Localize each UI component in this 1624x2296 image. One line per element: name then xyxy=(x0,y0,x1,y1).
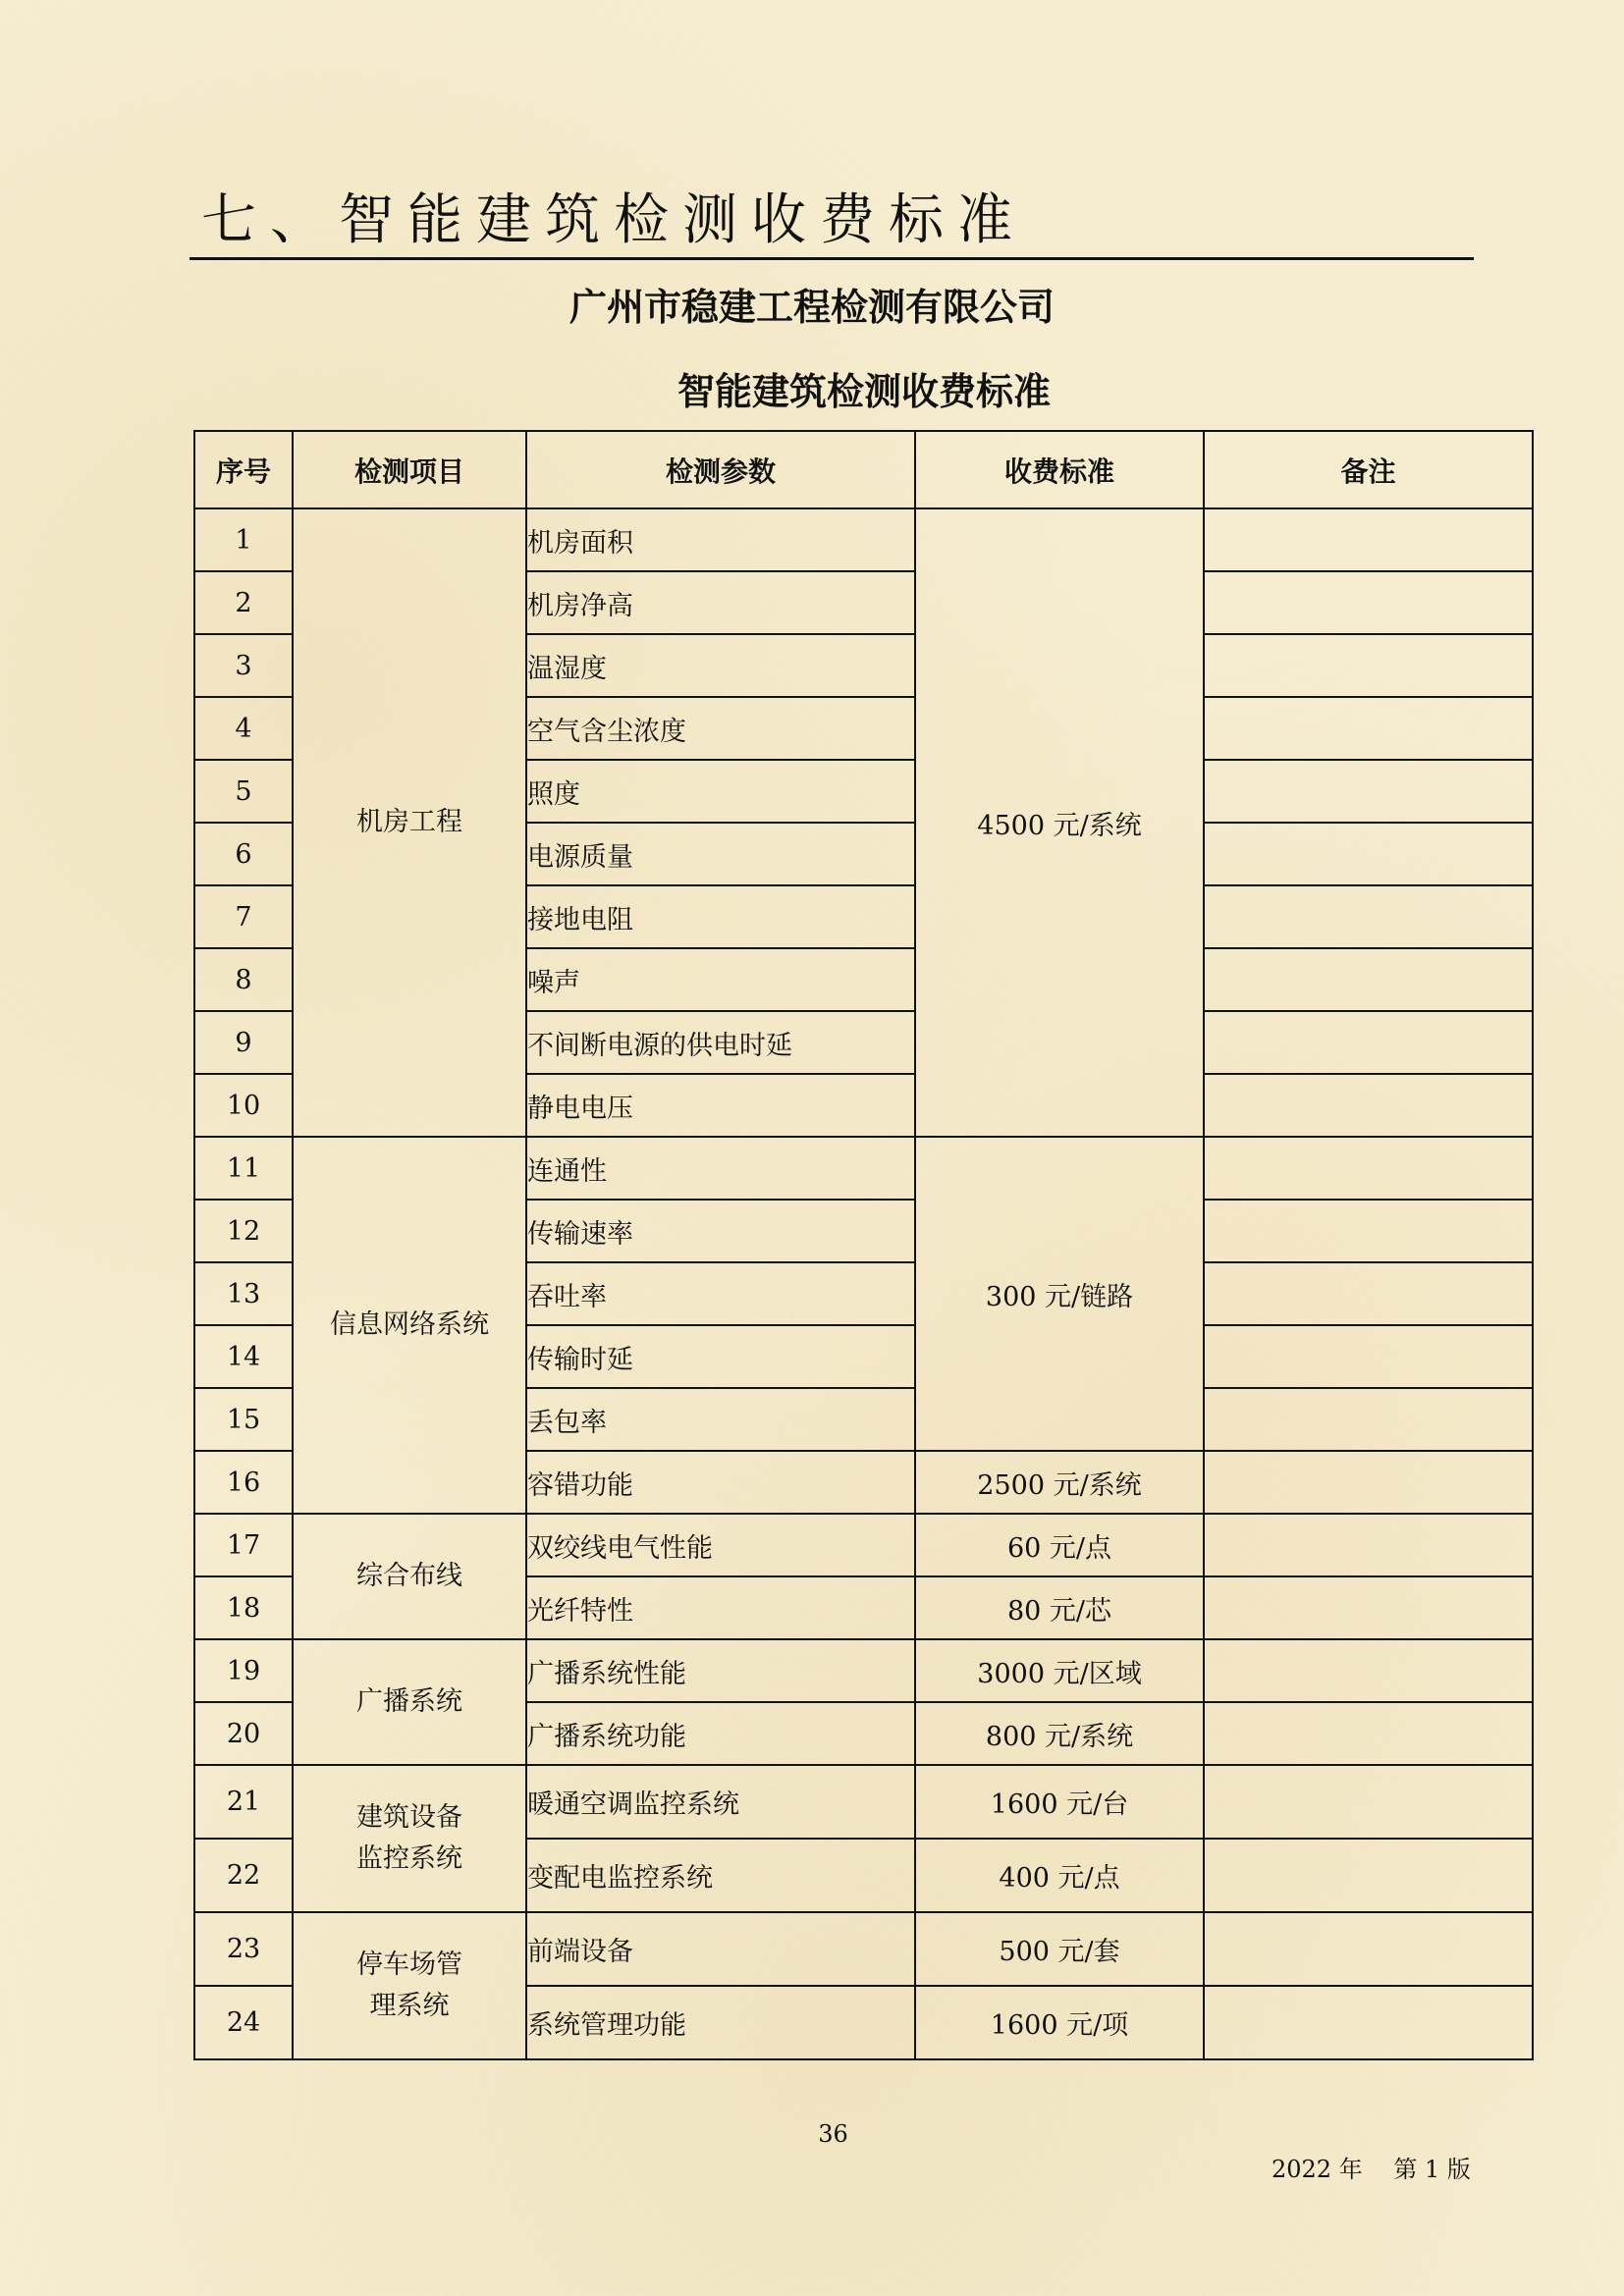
item-label: 机房工程 xyxy=(356,807,462,837)
seq-cell: 21 xyxy=(194,1765,293,1839)
seq-cell: 8 xyxy=(194,948,293,1011)
param-cell: 系统管理功能 xyxy=(526,1986,915,2059)
seq-cell: 22 xyxy=(194,1839,293,1912)
seq-cell: 14 xyxy=(194,1325,293,1388)
item-cell xyxy=(293,1912,526,2059)
fee-cell: 3000 元/区域 xyxy=(915,1639,1204,1702)
seq-cell: 4 xyxy=(194,697,293,760)
seq-cell: 23 xyxy=(194,1912,293,1986)
fee-table xyxy=(193,430,1534,2060)
remark-cell xyxy=(1204,1200,1533,1262)
remark-cell xyxy=(1204,948,1533,1011)
remark-cell xyxy=(1204,1451,1533,1514)
remark-cell xyxy=(1204,885,1533,948)
remark-cell xyxy=(1204,1137,1533,1200)
param-cell: 广播系统功能 xyxy=(526,1702,915,1765)
remark-cell xyxy=(1204,1514,1533,1576)
fee-cell: 500 元/套 xyxy=(915,1912,1204,1986)
remark-cell xyxy=(1204,1074,1533,1137)
fee-cell: 1600 元/项 xyxy=(915,1986,1204,2059)
header-param: 检测参数 xyxy=(526,431,915,508)
fee-cell: 2500 元/系统 xyxy=(915,1451,1204,1514)
seq-cell: 10 xyxy=(194,1074,293,1137)
fee-cell: 1600 元/台 xyxy=(915,1765,1204,1839)
seq-cell: 13 xyxy=(194,1262,293,1325)
header-seq: 序号 xyxy=(194,431,293,508)
fee-cell: 80 元/芯 xyxy=(915,1576,1204,1639)
item-label: 综合布线 xyxy=(356,1561,462,1591)
item-cell xyxy=(293,1137,526,1514)
item-label: 建筑设备 xyxy=(356,1802,462,1833)
seq-cell: 7 xyxy=(194,885,293,948)
table-row xyxy=(194,1137,1533,1200)
param-cell: 照度 xyxy=(526,760,915,823)
param-cell: 连通性 xyxy=(526,1137,915,1200)
remark-cell xyxy=(1204,1912,1533,1986)
table-row xyxy=(194,1514,1533,1576)
param-cell: 空气含尘浓度 xyxy=(526,697,915,760)
table-row xyxy=(194,1765,1533,1839)
seq-cell: 17 xyxy=(194,1514,293,1576)
seq-cell: 1 xyxy=(194,508,293,571)
param-cell: 不间断电源的供电时延 xyxy=(526,1011,915,1074)
remark-cell xyxy=(1204,1765,1533,1839)
param-cell: 广播系统性能 xyxy=(526,1639,915,1702)
item-cell xyxy=(293,1765,526,1912)
param-cell: 暖通空调监控系统 xyxy=(526,1765,915,1839)
fee-cell: 60 元/点 xyxy=(915,1514,1204,1576)
header-remark: 备注 xyxy=(1204,431,1533,508)
remark-cell xyxy=(1204,1325,1533,1388)
remark-cell xyxy=(1204,1262,1533,1325)
table-body xyxy=(194,508,1533,2059)
remark-cell xyxy=(1204,571,1533,634)
seq-cell: 3 xyxy=(194,634,293,697)
param-cell: 机房净高 xyxy=(526,571,915,634)
remark-cell xyxy=(1204,1639,1533,1702)
table-row xyxy=(194,1912,1533,1986)
item-label: 停车场管 xyxy=(356,1949,462,1980)
param-cell: 噪声 xyxy=(526,948,915,1011)
seq-cell: 12 xyxy=(194,1200,293,1262)
table-row xyxy=(194,508,1533,571)
item-label: 信息网络系统 xyxy=(330,1309,489,1340)
item-cell xyxy=(293,1639,526,1765)
seq-cell: 11 xyxy=(194,1137,293,1200)
page-number: 36 xyxy=(818,2120,848,2148)
header-item: 检测项目 xyxy=(293,431,526,508)
param-cell: 双绞线电气性能 xyxy=(526,1514,915,1576)
seq-cell: 15 xyxy=(194,1388,293,1451)
remark-cell xyxy=(1204,760,1533,823)
param-cell: 变配电监控系统 xyxy=(526,1839,915,1912)
seq-cell: 6 xyxy=(194,823,293,885)
remark-cell xyxy=(1204,1576,1533,1639)
seq-cell: 9 xyxy=(194,1011,293,1074)
param-cell: 传输速率 xyxy=(526,1200,915,1262)
param-cell: 传输时延 xyxy=(526,1325,915,1388)
seq-cell: 18 xyxy=(194,1576,293,1639)
section-title: 七、智能建筑检测收费标准 xyxy=(201,188,1026,252)
table-header-row xyxy=(194,431,1533,508)
param-cell: 电源质量 xyxy=(526,823,915,885)
remark-cell xyxy=(1204,697,1533,760)
header-fee: 收费标准 xyxy=(915,431,1204,508)
item-label: 理系统 xyxy=(369,1991,450,2021)
param-cell: 前端设备 xyxy=(526,1912,915,1986)
document-title: 智能建筑检测收费标准 xyxy=(677,370,1051,413)
param-cell: 吞吐率 xyxy=(526,1262,915,1325)
remark-cell xyxy=(1204,823,1533,885)
seq-cell: 20 xyxy=(194,1702,293,1765)
remark-cell xyxy=(1204,508,1533,571)
remark-cell xyxy=(1204,1839,1533,1912)
remark-cell xyxy=(1204,1388,1533,1451)
item-label: 监控系统 xyxy=(356,1843,462,1874)
seq-cell: 19 xyxy=(194,1639,293,1702)
fee-cell: 4500 元/系统 xyxy=(915,508,1204,1137)
param-cell: 丢包率 xyxy=(526,1388,915,1451)
remark-cell xyxy=(1204,1986,1533,2059)
param-cell: 温湿度 xyxy=(526,634,915,697)
remark-cell xyxy=(1204,634,1533,697)
item-cell xyxy=(293,1514,526,1639)
seq-cell: 5 xyxy=(194,760,293,823)
param-cell: 机房面积 xyxy=(526,508,915,571)
seq-cell: 2 xyxy=(194,571,293,634)
fee-cell: 400 元/点 xyxy=(915,1839,1204,1912)
remark-cell xyxy=(1204,1702,1533,1765)
edition-label: 2022 年 第 1 版 xyxy=(1272,2156,1471,2183)
seq-cell: 24 xyxy=(194,1986,293,2059)
table-row xyxy=(194,1639,1533,1702)
title-rule xyxy=(189,257,1474,260)
item-cell xyxy=(293,508,526,1137)
fee-cell: 300 元/链路 xyxy=(915,1137,1204,1451)
param-cell: 静电电压 xyxy=(526,1074,915,1137)
fee-cell: 800 元/系统 xyxy=(915,1702,1204,1765)
param-cell: 容错功能 xyxy=(526,1451,915,1514)
param-cell: 接地电阻 xyxy=(526,885,915,948)
param-cell: 光纤特性 xyxy=(526,1576,915,1639)
company-name: 广州市稳建工程检测有限公司 xyxy=(568,286,1055,329)
item-label: 广播系统 xyxy=(356,1686,462,1717)
remark-cell xyxy=(1204,1011,1533,1074)
seq-cell: 16 xyxy=(194,1451,293,1514)
